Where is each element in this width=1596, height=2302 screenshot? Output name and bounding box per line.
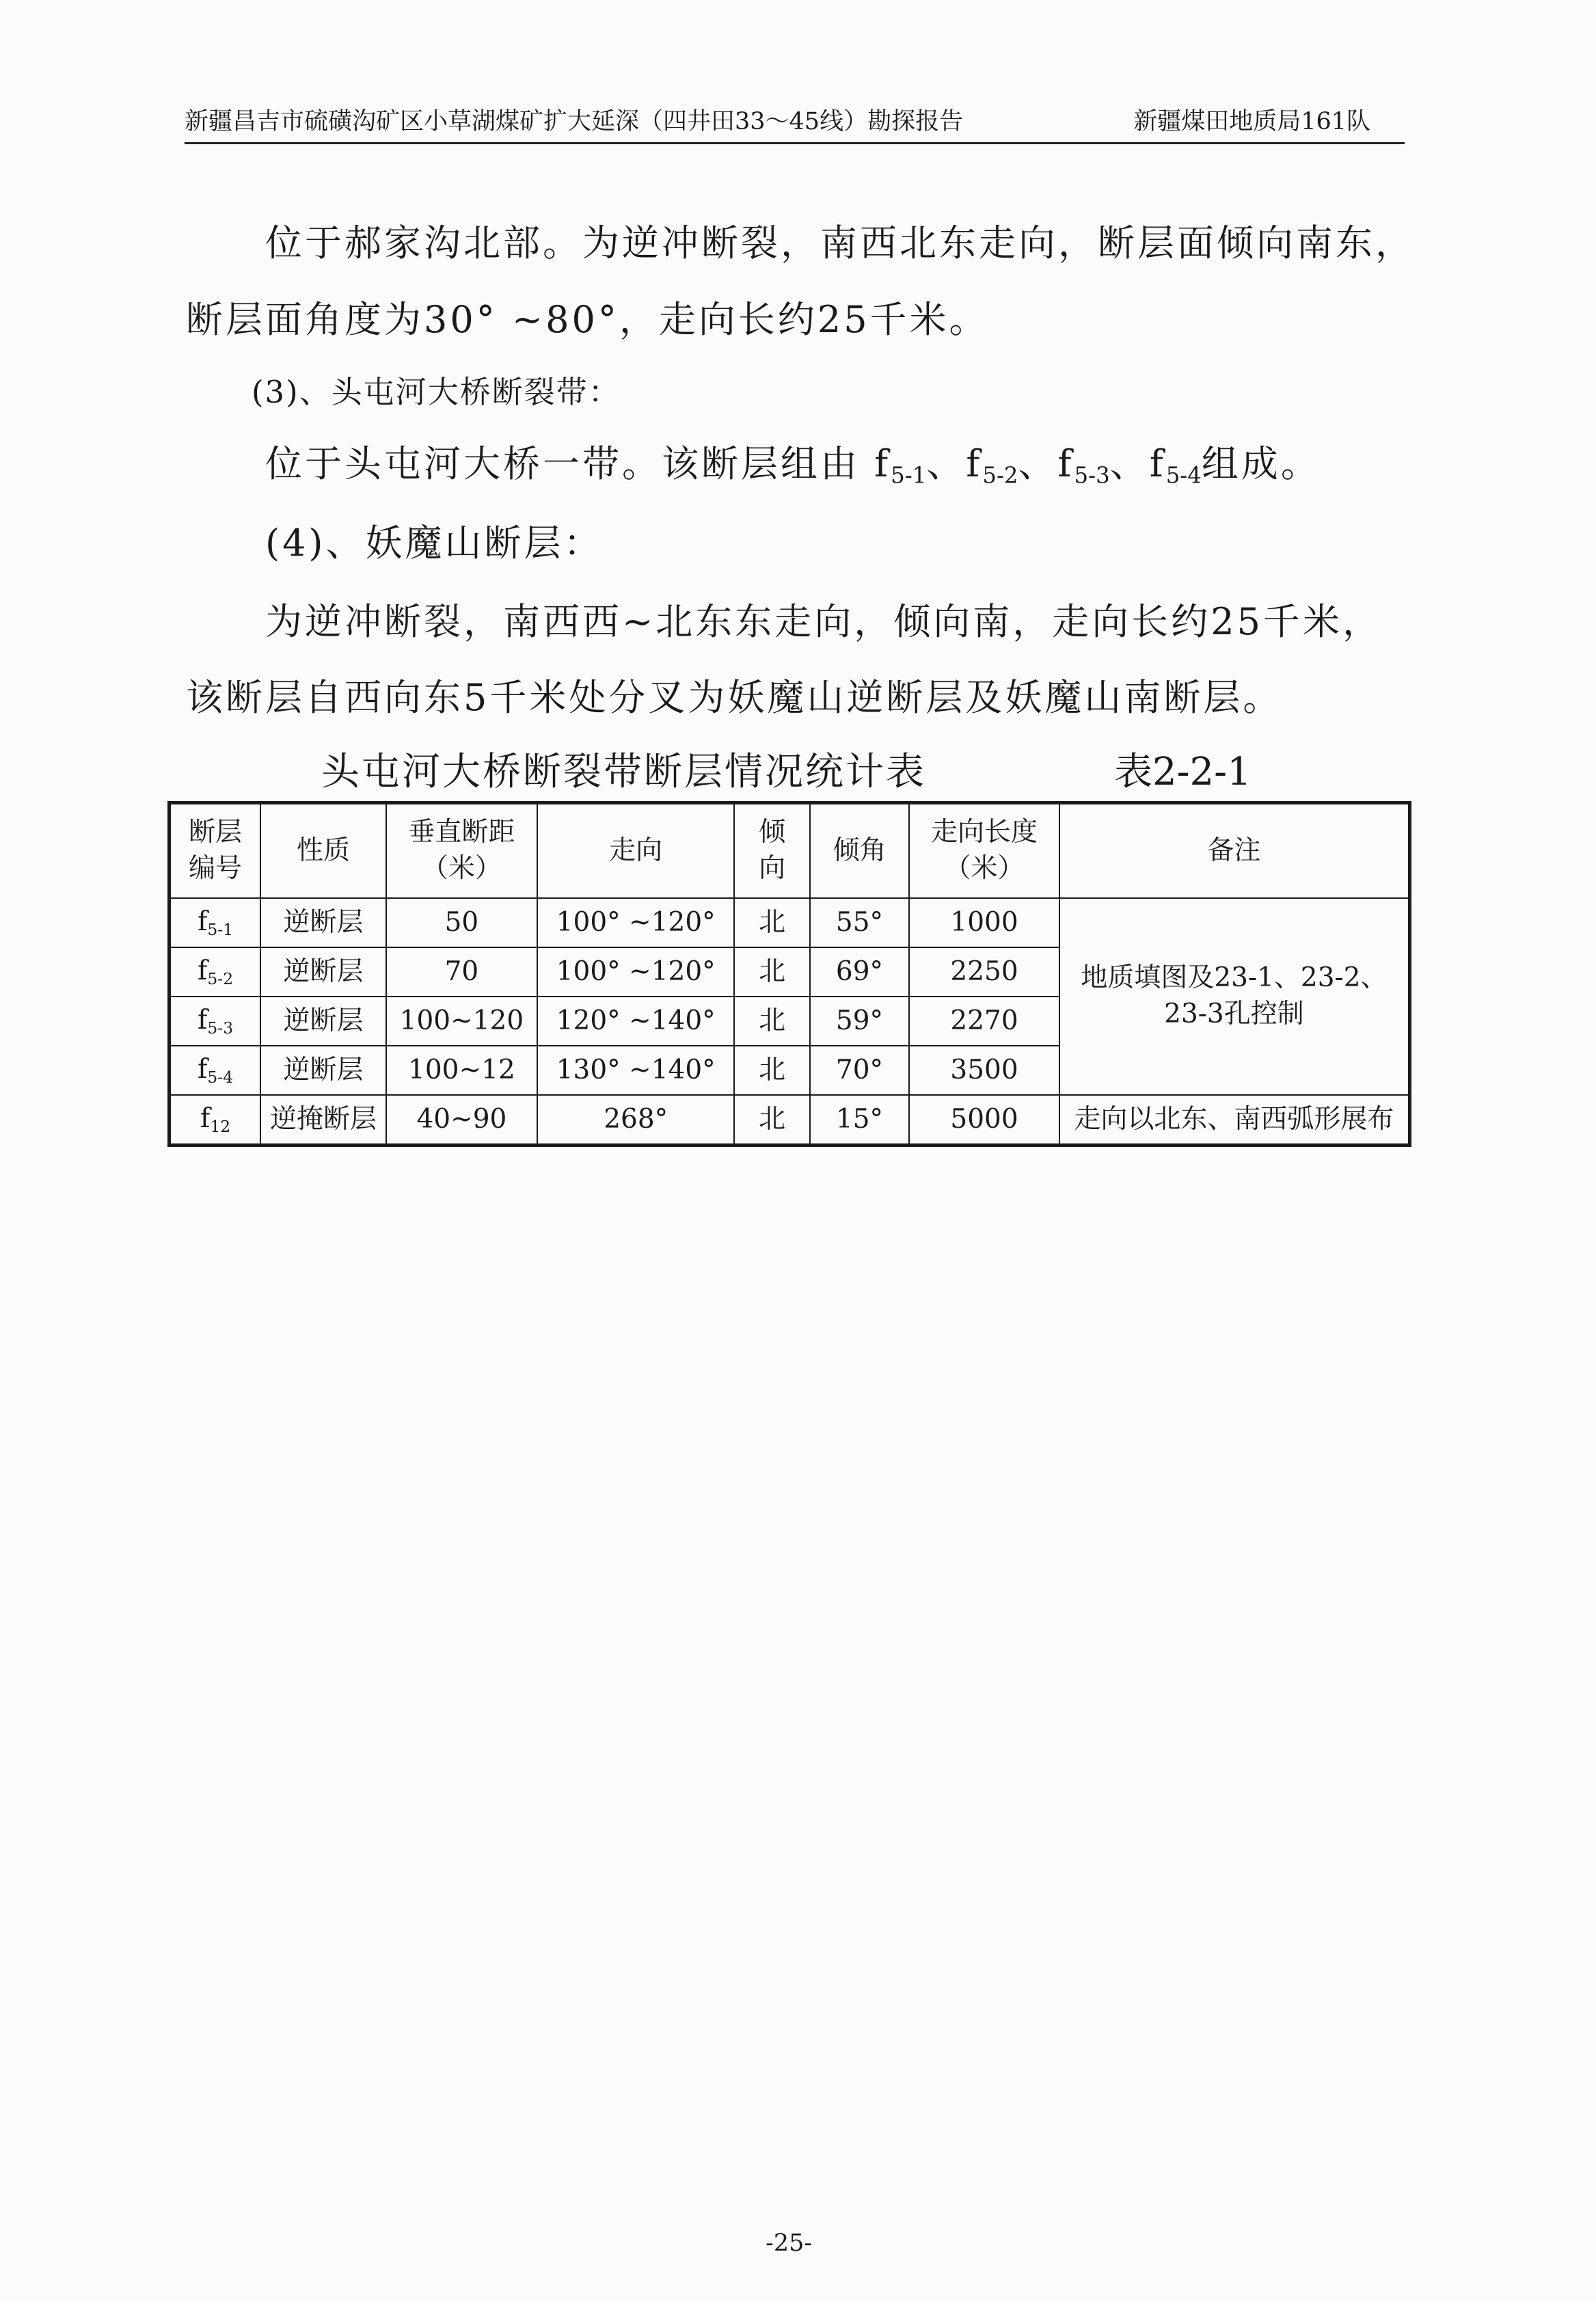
header-strike-length: 走向长度 （米） — [909, 803, 1059, 899]
header-strike: 走向 — [537, 803, 734, 899]
cell-strike: 268° — [537, 1095, 734, 1146]
paragraph-line: 断层面角度为30° ~80°，走向长约25千米。 — [186, 298, 989, 341]
cell-length: 2250 — [909, 947, 1059, 997]
table-title: 头屯河大桥断裂带断层情况统计表 — [321, 750, 926, 794]
table-row — [170, 1095, 1410, 1146]
paragraph-line: 位于头屯河大桥一带。该断层组由 $f_{5-1}$、$f_{5-2}$、$f_{5-3}$、$f_{5-4}$组成。 — [265, 442, 1321, 489]
fault-statistics-table — [167, 801, 1411, 1147]
cell-angle: 69° — [810, 947, 909, 997]
table-header-row — [170, 803, 1410, 899]
paragraph-line: 位于郝家沟北部。为逆冲断裂，南西北东走向，断层面倾向南东， — [265, 221, 1415, 265]
section-heading: (3)、头屯河大桥断裂带： — [252, 374, 621, 410]
header-fault-id: 断层 编号 — [170, 803, 261, 899]
cell-length: 5000 — [909, 1095, 1059, 1146]
cell-dip: 北 — [734, 947, 809, 997]
cell-fault-id: $f_{5-4}$ — [170, 1046, 261, 1095]
cell-strike: 130° ~140° — [537, 1046, 734, 1095]
running-header — [185, 103, 1405, 142]
cell-angle: 70° — [810, 1046, 909, 1095]
cell-nature: 逆断层 — [260, 898, 386, 947]
cell-dip: 北 — [734, 997, 809, 1046]
header-rule — [185, 142, 1405, 144]
cell-throw: 100~12 — [386, 1046, 537, 1095]
cell-dip: 北 — [734, 1046, 809, 1095]
cell-length: 2270 — [909, 997, 1059, 1046]
cell-angle: 59° — [810, 997, 909, 1046]
table-number: 表2-2-1 — [1114, 750, 1252, 794]
cell-strike: 100° ~120° — [537, 898, 734, 947]
cell-dip: 北 — [734, 898, 809, 947]
cell-length: 3500 — [909, 1046, 1059, 1095]
cell-throw: 100~120 — [386, 997, 537, 1046]
cell-remarks-group: 地质填图及23-1、23-2、 23-3孔控制 — [1059, 898, 1410, 1095]
header-vertical-throw: 垂直断距 （米） — [386, 803, 537, 899]
cell-strike: 100° ~120° — [537, 947, 734, 997]
page-number: -25- — [766, 2230, 813, 2257]
cell-fault-id: $f_{5-1}$ — [170, 898, 261, 947]
cell-angle: 55° — [810, 898, 909, 947]
report-title: 新疆昌吉市硫磺沟矿区小草湖煤矿扩大延深（四井田33～45线）勘探报告 — [185, 108, 964, 135]
cell-dip: 北 — [734, 1095, 809, 1146]
cell-throw: 40~90 — [386, 1095, 537, 1146]
cell-angle: 15° — [810, 1095, 909, 1146]
cell-fault-id: $f_{12}$ — [170, 1095, 261, 1146]
cell-fault-id: $f_{5-3}$ — [170, 997, 261, 1046]
cell-length: 1000 — [909, 898, 1059, 947]
organization-name: 新疆煤田地质局161队 — [1133, 108, 1370, 135]
cell-nature: 逆断层 — [260, 997, 386, 1046]
cell-throw: 70 — [386, 947, 537, 997]
paragraph-line: 该断层自西向东5千米处分叉为妖魔山逆断层及妖魔山南断层。 — [186, 676, 1283, 719]
section-heading: (4)、妖魔山断层： — [265, 522, 604, 565]
cell-strike: 120° ~140° — [537, 997, 734, 1046]
cell-nature: 逆断层 — [260, 1046, 386, 1095]
cell-throw: 50 — [386, 898, 537, 947]
header-dip-angle: 倾角 — [810, 803, 909, 899]
table-row — [170, 898, 1410, 947]
cell-remarks: 走向以北东、南西弧形展布 — [1059, 1095, 1410, 1146]
cell-nature: 逆断层 — [260, 947, 386, 997]
header-nature: 性质 — [260, 803, 386, 899]
cell-nature: 逆掩断层 — [260, 1095, 386, 1146]
paragraph-line: 为逆冲断裂，南西西~北东东走向，倾向南，走向长约25千米， — [265, 600, 1382, 643]
header-remarks: 备注 — [1059, 803, 1410, 899]
cell-fault-id: $f_{5-2}$ — [170, 947, 261, 997]
header-dip-direction: 倾 向 — [734, 803, 809, 899]
